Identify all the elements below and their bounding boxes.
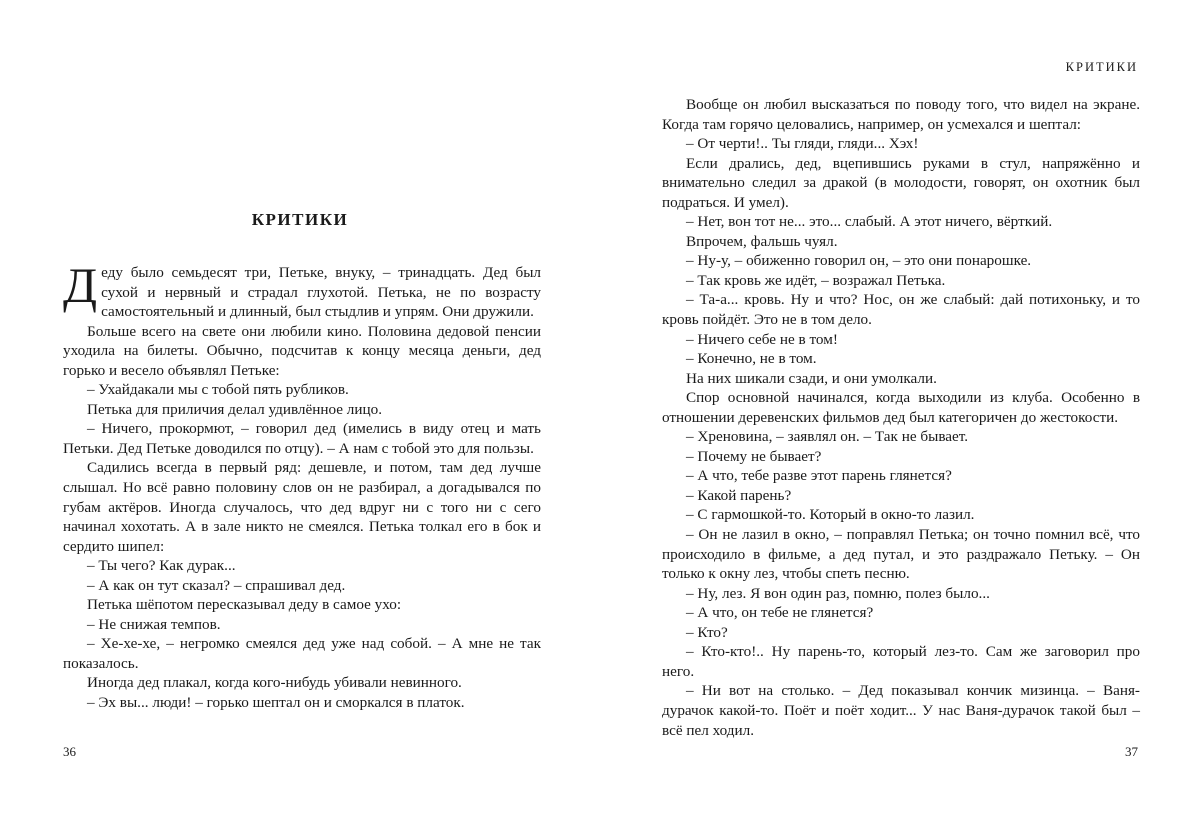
- paragraph: – От черти!.. Ты гляди, гляди... Хэх!: [686, 135, 919, 153]
- paragraph: Петька шёпотом пересказывал деду в самое ухо:: [87, 596, 402, 614]
- opening-paragraph: [63, 257, 541, 322]
- page-number: 36: [63, 744, 76, 759]
- paragraph: – Ничего, прокормют, – говорил дед (имелись в виду отец и мать Петьки. Дед Петьке доводился по отцу). – А нам с тобой это для пользы.: [63, 420, 541, 457]
- paragraph: – Ну, лез. Я вон один раз, помню, полез было...: [686, 584, 990, 602]
- paragraph: Если дрались, дед, вцепившись руками в стул, напряжённо и внимательно следил за дракой (в молодости, говорят, он охотник был подраться. И умел).: [662, 154, 1140, 211]
- paragraph: – Та-а... кровь. Ну и что? Нос, он же слабый: дай потихоньку, и то кровь пойдёт. Это не в том дело.: [662, 291, 1140, 329]
- paragraph: Петька для приличия делал удивлённое лицо.: [87, 400, 383, 418]
- paragraph: – Ты чего? Как дурак...: [87, 557, 236, 575]
- paragraph: – Ну-у, – обиженно говорил он, – это они понарошке.: [686, 252, 1032, 270]
- paragraph: – Какой парень?: [686, 486, 792, 504]
- drop-cap: Д: [63, 257, 98, 313]
- paragraph: – Хреновина, – заявлял он. – Так не бывает.: [686, 428, 969, 446]
- paragraph: – Нет, вон тот не... это... слабый. А этот ничего, вёрткий.: [686, 213, 1053, 231]
- paragraph: Садились всегда в первый ряд: дешевле, и потом, там дед лучше слышал. Но всё равно половину слов он не разбирал, а догадывался по губам актёров. Иногда случалось, что дед вдруг ни с того ни с сего начинал хохотать. А в зале никто не смеялся. Петька толкал его в бок и сердито шипел:: [63, 459, 541, 555]
- chapter-title: КРИТИКИ: [251, 210, 349, 229]
- paragraph: – Кто-кто!.. Ну парень-то, который лез-то. Сам же заговорил про него.: [662, 643, 1140, 680]
- opening-paragraph-text: еду было семьдесят три, Петьке, внуку, – тринадцать. Дед был сухой и нервный и страдал глухотой. Петька, не по возрасту самостоятельный и длинный, был стыдлив и упрям. Они дружили.: [101, 264, 541, 321]
- paragraph: – А что, он тебе не глянется?: [686, 604, 874, 622]
- paragraph: – А что, тебе разве этот парень глянется?: [686, 467, 952, 485]
- right-page: [600, 0, 1200, 822]
- paragraph: – Хе-хе-хе, – негромко смеялся дед уже над собой. – А мне не так показалось.: [63, 635, 541, 672]
- paragraph: – Конечно, не в том.: [686, 350, 817, 368]
- paragraph: – А как он тут сказал? – спрашивал дед.: [87, 576, 346, 594]
- paragraph: – Не снижая темпов.: [87, 615, 221, 633]
- running-head: КРИТИКИ: [1065, 60, 1138, 74]
- paragraph: Иногда дед плакал, когда кого-нибудь убивали невинного.: [87, 674, 462, 692]
- paragraph: На них шикали сзади, и они умолкали.: [686, 369, 937, 387]
- paragraph: Впрочем, фальшь чуял.: [686, 232, 838, 250]
- paragraph: – Эх вы... люди! – горько шептал он и сморкался в платок.: [87, 694, 465, 712]
- paragraph: – Почему не бывает?: [686, 447, 822, 465]
- right-text-block: [662, 95, 1140, 740]
- paragraph: – Так кровь же идёт, – возражал Петька.: [686, 271, 946, 289]
- paragraph: – Ни вот на столько. – Дед показывал кончик мизинца. – Ваня-дурачок какой-то. Поёт и поёт ходит... У нас Ваня-дурачок такой был – всё пел ходил.: [662, 682, 1140, 739]
- paragraph: – Кто?: [686, 623, 728, 641]
- paragraph: – С гармошкой-то. Который в окно-то лазил.: [686, 506, 975, 524]
- paragraph: – Ухайдакали мы с тобой пять рубликов.: [87, 381, 349, 399]
- left-text-block: [63, 257, 541, 713]
- page-number: 37: [1125, 744, 1138, 759]
- paragraph: Больше всего на свете они любили кино. Половина дедовой пенсии уходила на билеты. Обычно, подсчитав к концу месяца деньги, дед горько и весело объявлял Петьке:: [63, 322, 541, 379]
- paragraph: – Он не лазил в окно, – поправлял Петька; он точно помнил всё, что происходило в фильме, а дед путал, и это раздражало Петьку. – Он только к окну лез, чтобы спеть песню.: [662, 526, 1140, 583]
- paragraph: – Ничего себе не в том!: [686, 330, 838, 348]
- paragraph: Вообще он любил высказаться по поводу того, что видел на экране. Когда там горячо целовались, например, он усмехался и шептал:: [662, 96, 1140, 133]
- paragraph: Спор основной начинался, когда выходили из клуба. Особенно в отношении деревенских фильмов дед был категоричен до жестокости.: [662, 389, 1140, 426]
